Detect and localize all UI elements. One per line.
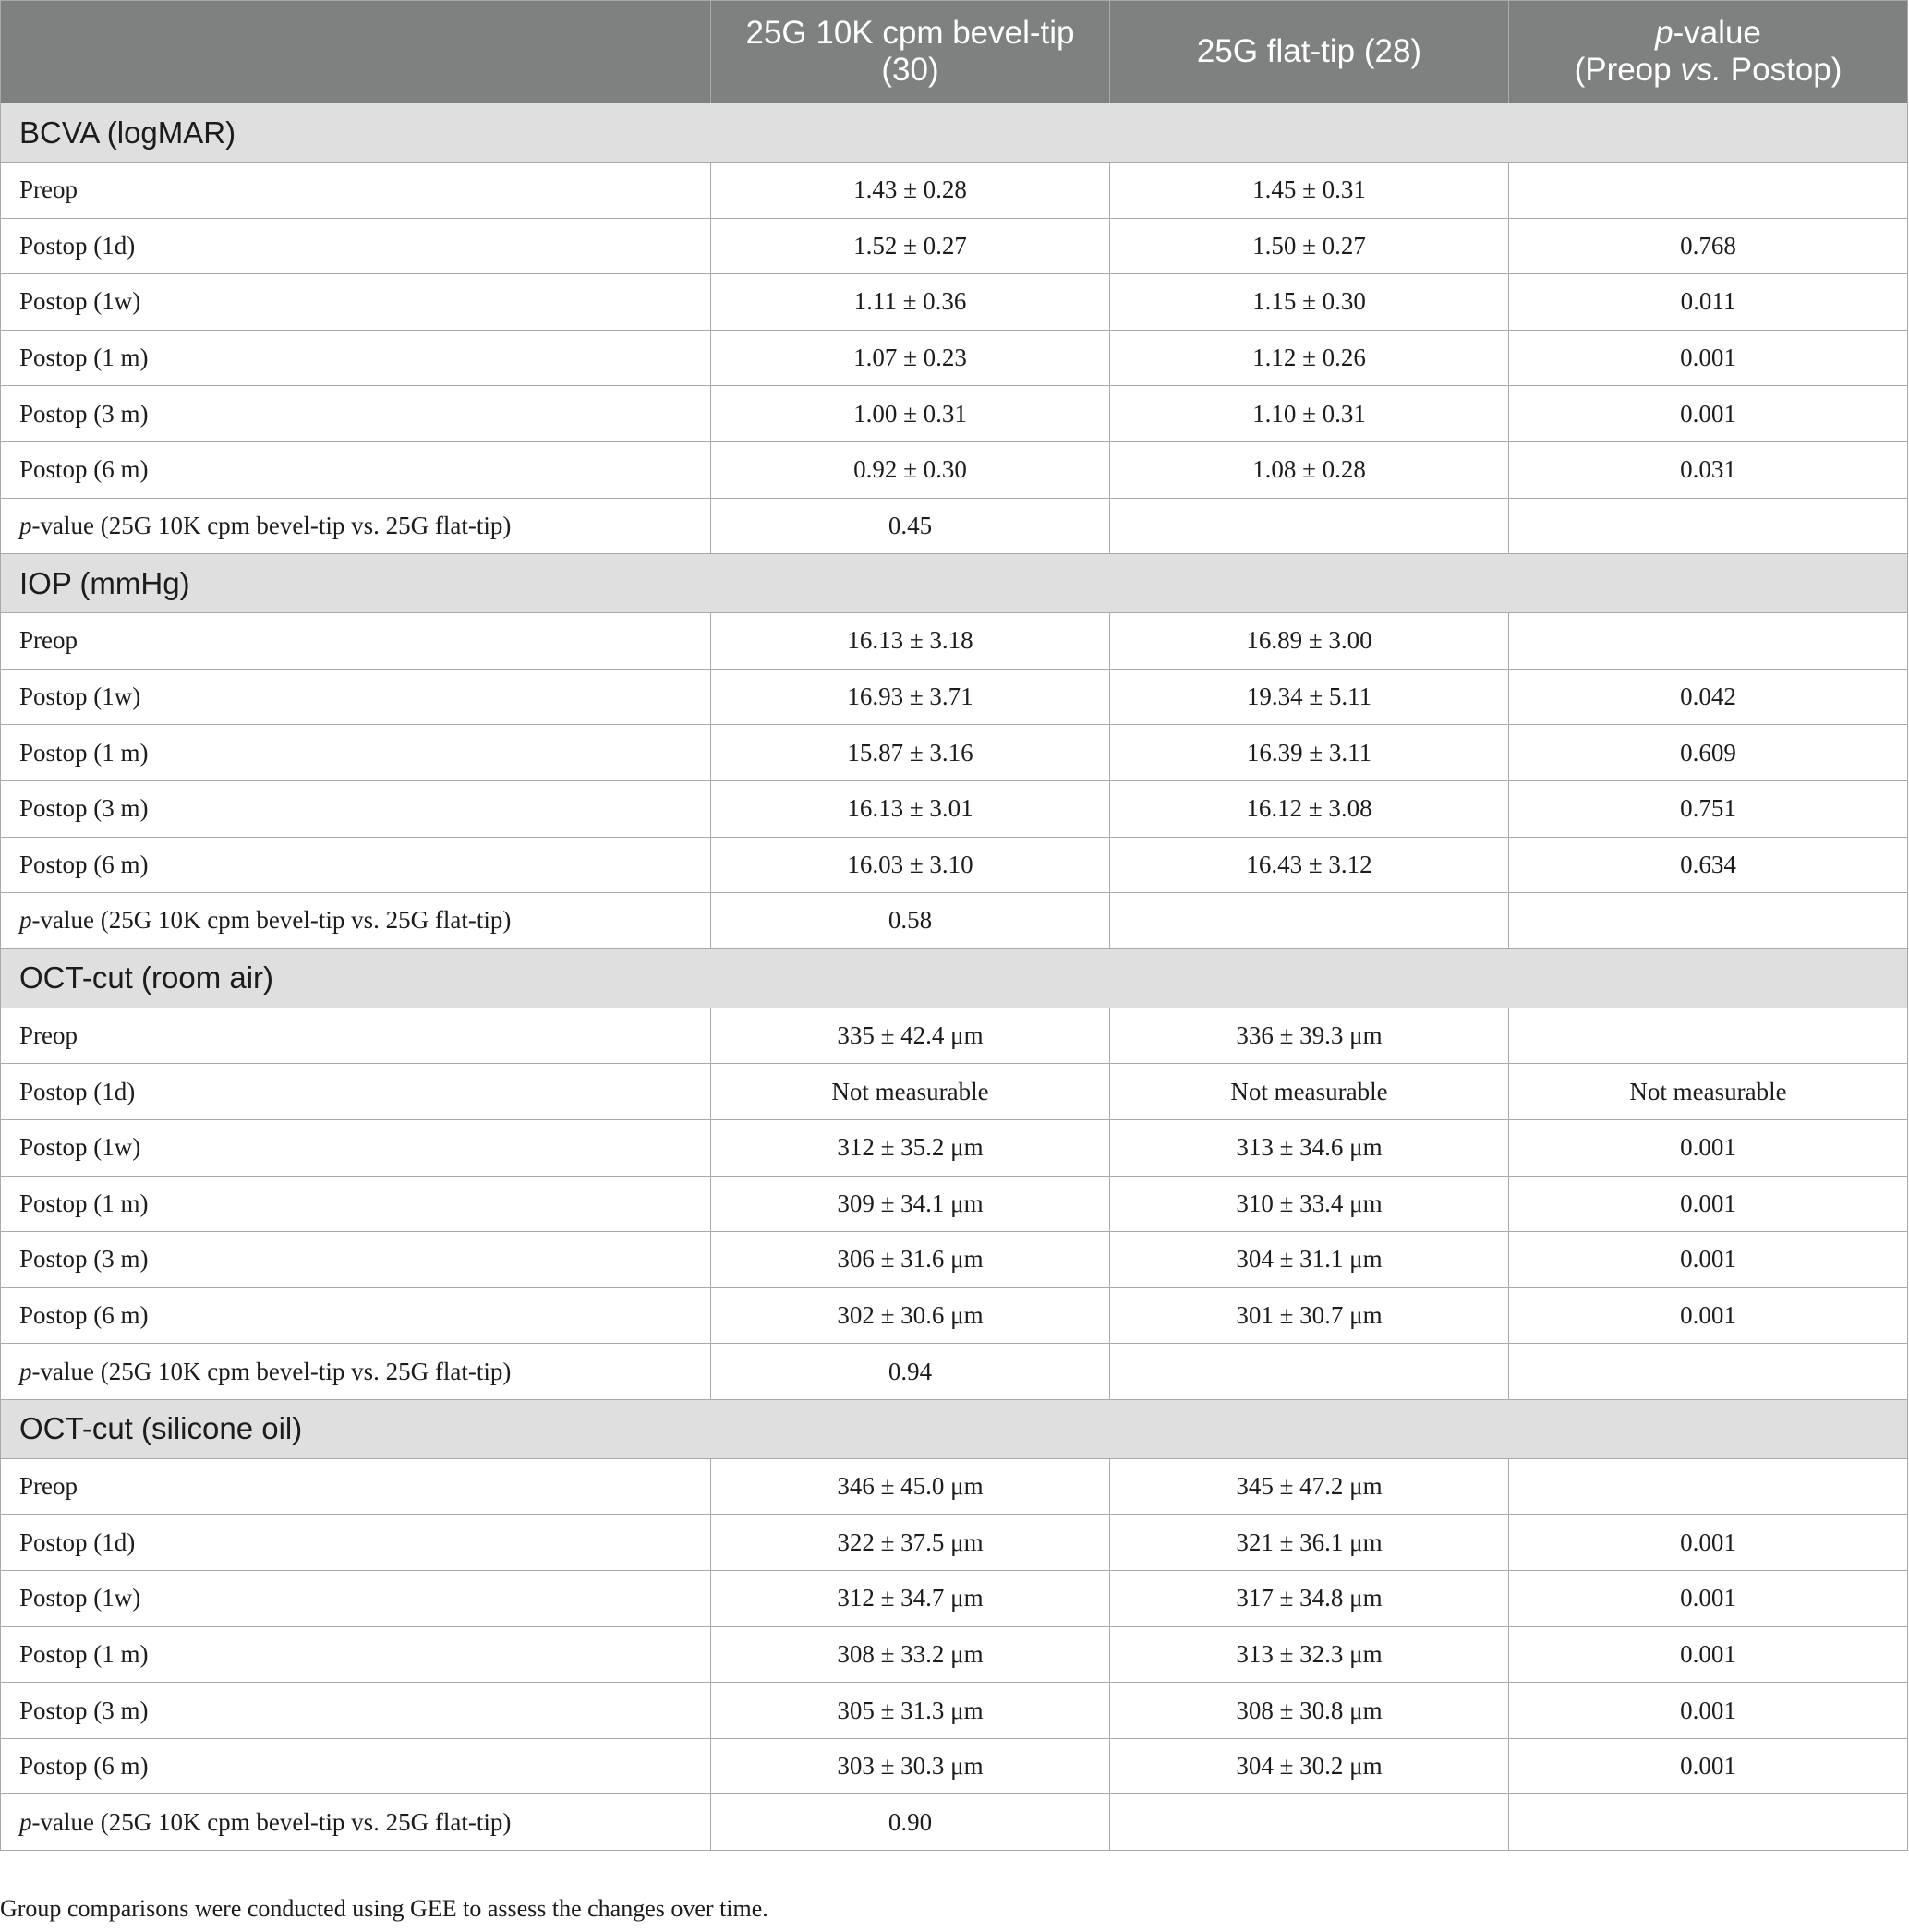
row-label: Preop <box>1 1458 711 1515</box>
table-row <box>1 837 1908 893</box>
bevel-tip-value: 1.00 ± 0.31 <box>711 386 1110 442</box>
pvalue-label-rest: -value (25G 10K cpm bevel-tip vs. 25G flat-tip) <box>31 1807 512 1836</box>
group-title: OCT-cut (room air) <box>1 948 1908 1008</box>
bevel-tip-value: Not measurable <box>711 1064 1110 1120</box>
empty-cell <box>1110 1794 1509 1851</box>
table-row <box>1 1458 1908 1515</box>
header-p-italic: p <box>1655 15 1673 51</box>
bevel-tip-value: 305 ± 31.3 μm <box>711 1683 1110 1739</box>
row-label: Postop (6 m) <box>1 1287 711 1344</box>
flat-tip-value: 1.10 ± 0.31 <box>1110 386 1509 442</box>
p-value <box>1509 163 1908 219</box>
empty-cell <box>1509 1344 1908 1400</box>
table-row <box>1 1232 1908 1288</box>
pvalue-row-label <box>1 893 711 949</box>
bevel-tip-value: 16.13 ± 3.01 <box>711 780 1110 837</box>
empty-cell <box>1110 1344 1509 1400</box>
header-blank-cell <box>1 1 711 103</box>
pvalue-label-rest: -value (25G 10K cpm bevel-tip vs. 25G flat-tip) <box>31 906 512 935</box>
table-row <box>1 1119 1908 1176</box>
group-title: IOP (mmHg) <box>1 554 1908 613</box>
p-value: 0.001 <box>1509 1515 1908 1571</box>
table-row <box>1 669 1908 725</box>
row-label: Preop <box>1 613 711 670</box>
bevel-tip-value: 1.52 ± 0.27 <box>711 218 1110 274</box>
table-row <box>1 163 1908 219</box>
between-group-pvalue-row <box>1 893 1908 949</box>
flat-tip-value: 336 ± 39.3 μm <box>1110 1008 1509 1064</box>
row-label: Postop (3 m) <box>1 780 711 837</box>
group-title: OCT-cut (silicone oil) <box>1 1399 1908 1458</box>
group-header-row <box>1 948 1908 1008</box>
flat-tip-value: Not measurable <box>1110 1064 1509 1120</box>
bevel-tip-value: 308 ± 33.2 μm <box>711 1626 1110 1683</box>
row-label: Postop (3 m) <box>1 1232 711 1288</box>
header-p-value <box>1509 1 1908 103</box>
pvalue-label-rest: -value (25G 10K cpm bevel-tip vs. 25G flat-tip) <box>31 1357 512 1385</box>
bevel-tip-value: 312 ± 35.2 μm <box>711 1119 1110 1176</box>
row-label: Postop (1d) <box>1 1515 711 1571</box>
p-value: 0.001 <box>1509 1738 1908 1794</box>
bevel-tip-value: 16.03 ± 3.10 <box>711 837 1110 893</box>
p-value: 0.011 <box>1509 274 1908 331</box>
p-value: 0.751 <box>1509 780 1908 837</box>
header-p-line2-b: Postop) <box>1722 52 1843 88</box>
between-group-p-value: 0.94 <box>711 1344 1110 1400</box>
p-value <box>1509 1008 1908 1064</box>
bevel-tip-value: 346 ± 45.0 μm <box>711 1458 1110 1515</box>
bevel-tip-value: 335 ± 42.4 μm <box>711 1008 1110 1064</box>
table-row <box>1 386 1908 442</box>
header-p-line2-a: (Preop <box>1574 52 1681 88</box>
bevel-tip-value: 312 ± 34.7 μm <box>711 1571 1110 1627</box>
row-label: Postop (6 m) <box>1 837 711 893</box>
bevel-tip-value: 16.13 ± 3.18 <box>711 613 1110 670</box>
flat-tip-value: 19.34 ± 5.11 <box>1110 669 1509 725</box>
row-label: Postop (1d) <box>1 1064 711 1120</box>
p-value: 0.768 <box>1509 218 1908 274</box>
empty-cell <box>1110 893 1509 949</box>
pvalue-row-label <box>1 1794 711 1851</box>
group-header-row <box>1 1399 1908 1458</box>
between-group-pvalue-row <box>1 1344 1908 1400</box>
bevel-tip-value: 1.11 ± 0.36 <box>711 274 1110 331</box>
row-label: Postop (1w) <box>1 274 711 331</box>
p-value: 0.001 <box>1509 1119 1908 1176</box>
table-row <box>1 1287 1908 1344</box>
row-label: Postop (1 m) <box>1 725 711 781</box>
empty-cell <box>1509 498 1908 554</box>
p-value: 0.001 <box>1509 1287 1908 1344</box>
table-row <box>1 218 1908 274</box>
table-row <box>1 725 1908 781</box>
between-group-pvalue-row <box>1 498 1908 554</box>
flat-tip-value: 1.08 ± 0.28 <box>1110 441 1509 498</box>
row-label: Postop (3 m) <box>1 1683 711 1739</box>
pvalue-row-label <box>1 1344 711 1400</box>
flat-tip-value: 301 ± 30.7 μm <box>1110 1287 1509 1344</box>
row-label: Postop (6 m) <box>1 441 711 498</box>
row-label: Postop (1 m) <box>1 1176 711 1232</box>
table-row <box>1 613 1908 670</box>
table-row <box>1 1176 1908 1232</box>
header-flat-tip: 25G flat-tip (28) <box>1110 1 1509 103</box>
table-row <box>1 441 1908 498</box>
between-group-p-value: 0.90 <box>711 1794 1110 1851</box>
flat-tip-value: 1.12 ± 0.26 <box>1110 330 1509 386</box>
flat-tip-value: 1.50 ± 0.27 <box>1110 218 1509 274</box>
p-value <box>1509 613 1908 670</box>
table-row <box>1 1738 1908 1794</box>
flat-tip-value: 16.12 ± 3.08 <box>1110 780 1509 837</box>
pvalue-italic-p: p <box>19 511 32 539</box>
p-value: 0.001 <box>1509 1683 1908 1739</box>
pvalue-italic-p: p <box>19 1807 32 1836</box>
empty-cell <box>1110 498 1509 554</box>
row-label: Postop (1 m) <box>1 1626 711 1683</box>
table-row <box>1 1626 1908 1683</box>
header-p-value-line2 <box>1509 52 1907 89</box>
p-value: 0.001 <box>1509 1232 1908 1288</box>
bevel-tip-value: 1.43 ± 0.28 <box>711 163 1110 219</box>
table-body <box>1 103 1908 1851</box>
p-value: 0.001 <box>1509 1176 1908 1232</box>
p-value: 0.001 <box>1509 386 1908 442</box>
p-value: 0.001 <box>1509 1571 1908 1627</box>
bevel-tip-value: 302 ± 30.6 μm <box>711 1287 1110 1344</box>
bevel-tip-value: 306 ± 31.6 μm <box>711 1232 1110 1288</box>
header-row <box>1 1 1908 103</box>
row-label: Preop <box>1 1008 711 1064</box>
bevel-tip-value: 303 ± 30.3 μm <box>711 1738 1110 1794</box>
row-label: Preop <box>1 163 711 219</box>
pvalue-italic-p: p <box>19 1357 32 1385</box>
row-label: Postop (1 m) <box>1 330 711 386</box>
header-p-rest: -value <box>1673 15 1761 51</box>
bevel-tip-value: 15.87 ± 3.16 <box>711 725 1110 781</box>
group-title: BCVA (logMAR) <box>1 103 1908 163</box>
table-footnote: Group comparisons were conducted using GEE to assess the changes over time. <box>0 1895 768 1922</box>
header-p-value-line1 <box>1509 15 1907 52</box>
pvalue-italic-p: p <box>19 906 32 935</box>
bevel-tip-value: 309 ± 34.1 μm <box>711 1176 1110 1232</box>
table-header <box>1 1 1908 103</box>
row-label: Postop (1d) <box>1 218 711 274</box>
bevel-tip-value: 0.92 ± 0.30 <box>711 441 1110 498</box>
group-header-row <box>1 554 1908 613</box>
header-bevel-tip: 25G 10K cpm bevel-tip (30) <box>711 1 1110 103</box>
row-label: Postop (1w) <box>1 1571 711 1627</box>
table-row <box>1 274 1908 331</box>
p-value <box>1509 1458 1908 1515</box>
flat-tip-value: 304 ± 30.2 μm <box>1110 1738 1509 1794</box>
bevel-tip-value: 1.07 ± 0.23 <box>711 330 1110 386</box>
pvalue-row-label <box>1 498 711 554</box>
header-p-line2-italic: vs. <box>1680 52 1722 88</box>
table-row <box>1 1515 1908 1571</box>
table-row <box>1 330 1908 386</box>
p-value: 0.001 <box>1509 1626 1908 1683</box>
p-value: 0.001 <box>1509 330 1908 386</box>
flat-tip-value: 1.15 ± 0.30 <box>1110 274 1509 331</box>
table-row <box>1 1683 1908 1739</box>
table-row <box>1 1008 1908 1064</box>
bevel-tip-value: 16.93 ± 3.71 <box>711 669 1110 725</box>
empty-cell <box>1509 893 1908 949</box>
p-value: 0.042 <box>1509 669 1908 725</box>
flat-tip-value: 313 ± 32.3 μm <box>1110 1626 1509 1683</box>
flat-tip-value: 317 ± 34.8 μm <box>1110 1571 1509 1627</box>
pvalue-label-rest: -value (25G 10K cpm bevel-tip vs. 25G flat-tip) <box>31 511 512 539</box>
flat-tip-value: 16.43 ± 3.12 <box>1110 837 1509 893</box>
flat-tip-value: 1.45 ± 0.31 <box>1110 163 1509 219</box>
flat-tip-value: 345 ± 47.2 μm <box>1110 1458 1509 1515</box>
p-value: 0.031 <box>1509 441 1908 498</box>
empty-cell <box>1509 1794 1908 1851</box>
flat-tip-value: 310 ± 33.4 μm <box>1110 1176 1509 1232</box>
flat-tip-value: 308 ± 30.8 μm <box>1110 1683 1509 1739</box>
group-header-row <box>1 103 1908 163</box>
table-row <box>1 780 1908 837</box>
table-row <box>1 1571 1908 1627</box>
row-label: Postop (3 m) <box>1 386 711 442</box>
between-group-p-value: 0.58 <box>711 893 1110 949</box>
flat-tip-value: 304 ± 31.1 μm <box>1110 1232 1509 1288</box>
row-label: Postop (6 m) <box>1 1738 711 1794</box>
bevel-tip-value: 322 ± 37.5 μm <box>711 1515 1110 1571</box>
between-group-p-value: 0.45 <box>711 498 1110 554</box>
p-value: 0.634 <box>1509 837 1908 893</box>
flat-tip-value: 321 ± 36.1 μm <box>1110 1515 1509 1571</box>
p-value: 0.609 <box>1509 725 1908 781</box>
between-group-pvalue-row <box>1 1794 1908 1851</box>
row-label: Postop (1w) <box>1 669 711 725</box>
row-label: Postop (1w) <box>1 1119 711 1176</box>
flat-tip-value: 313 ± 34.6 μm <box>1110 1119 1509 1176</box>
flat-tip-value: 16.89 ± 3.00 <box>1110 613 1509 670</box>
table-row <box>1 1064 1908 1120</box>
flat-tip-value: 16.39 ± 3.11 <box>1110 725 1509 781</box>
p-value: Not measurable <box>1509 1064 1908 1120</box>
